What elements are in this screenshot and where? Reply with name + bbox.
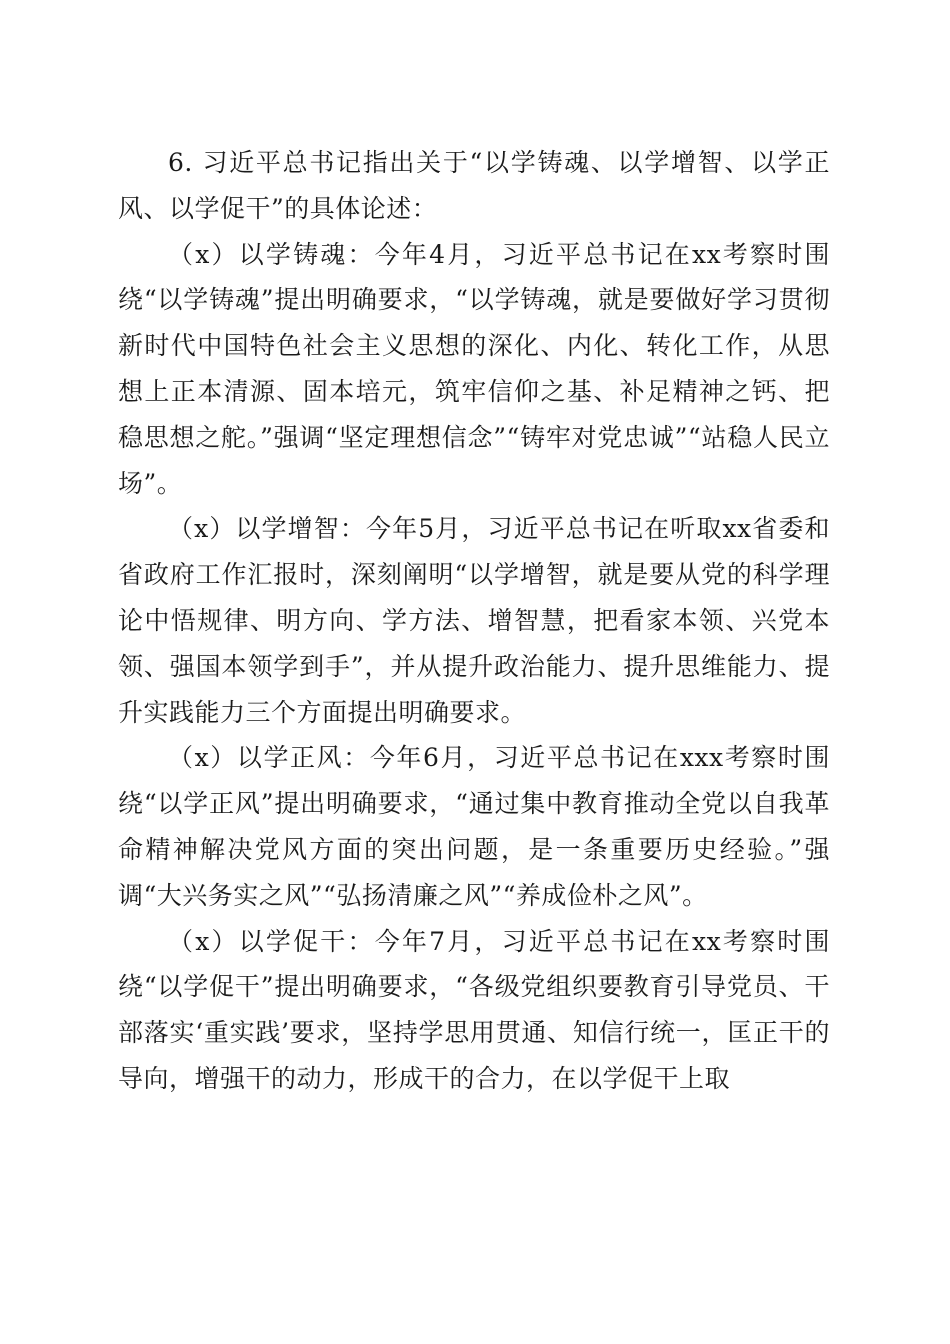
document-body xyxy=(118,140,830,1102)
paragraph-xue-cu-gan: （x）以学促干：今年7月，习近平总书记在xx考察时围绕“以学促干”提出明确要求，“各级党组织要教育引导党员、干部落实‘重实践’要求，坚持学思用贯通、知信行统一，匡正干的导向，增强干的动力，形成干的合力，在以学促干上取 xyxy=(118,926,830,1093)
paragraph-xue-zheng-feng: （x）以学正风：今年6月，习近平总书记在xxx考察时围绕“以学正风”提出明确要求，“通过集中教育推动全党以自我革命精神解决党风方面的突出问题，是一条重要历史经验。”强调“大兴务实之风”“弘扬清廉之风”“养成俭朴之风”。 xyxy=(118,743,830,910)
paragraph-xue-zeng-zhi: （x）以学增智：今年5月，习近平总书记在听取xx省委和省政府工作汇报时，深刻阐明“以学增智，就是要从党的科学理论中悟规律、明方向、学方法、增智慧，把看家本领、兴党本领、强国本领学到手”，并从提升政治能力、提升思维能力、提升实践能力三个方面提出明确要求。 xyxy=(118,514,830,727)
paragraph-heading-item-6: 6. 习近平总书记指出关于“以学铸魂、以学增智、以学正风、以学促干”的具体论述： xyxy=(118,148,830,223)
paragraph-xue-zhu-hun: （x）以学铸魂：今年4月，习近平总书记在xx考察时围绕“以学铸魂”提出明确要求，“以学铸魂，就是要做好学习贯彻新时代中国特色社会主义思想的深化、内化、转化工作，从思想上正本清源、固本培元，筑牢信仰之基、补足精神之钙、把稳思想之舵。”强调“坚定理想信念”“铸牢对党忠诚”“站稳人民立场”。 xyxy=(118,239,830,498)
